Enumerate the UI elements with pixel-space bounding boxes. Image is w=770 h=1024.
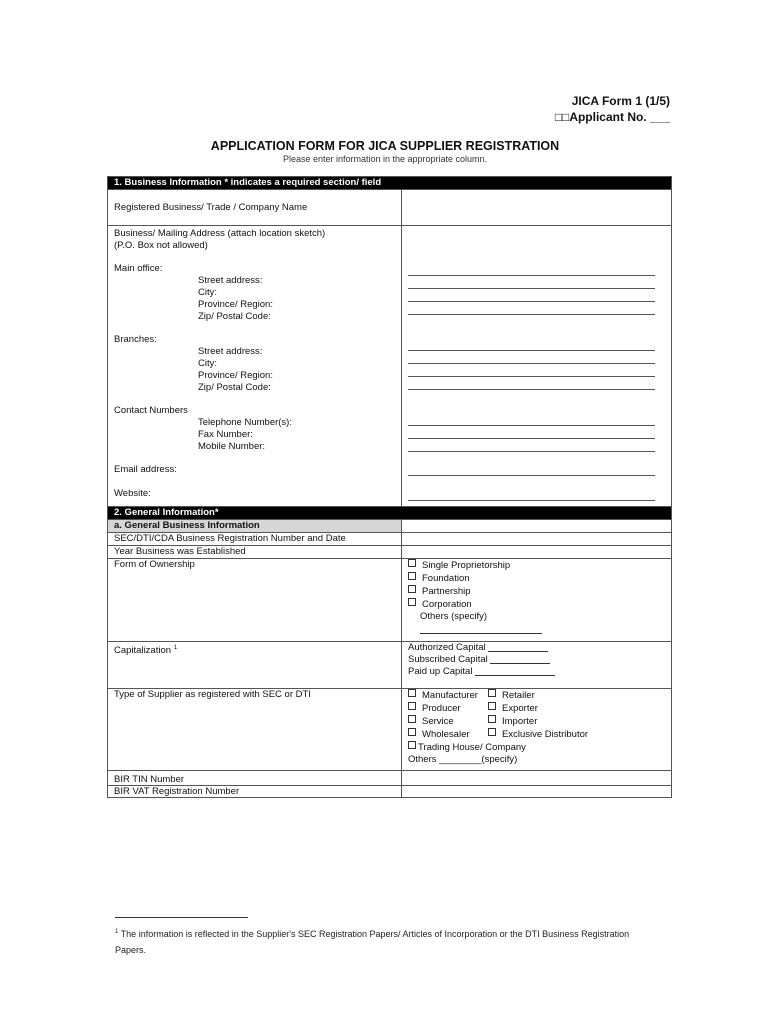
main-zip-label: Zip/ Postal Code: — [198, 311, 271, 322]
address-label-line1: Business/ Mailing Address (attach location sketch) — [114, 228, 326, 239]
supplier-option-row — [408, 728, 665, 741]
supplier-option-exclusive-distributor[interactable]: Exclusive Distributor — [488, 729, 588, 740]
section1-header: 1. Business Information * indicates a required section/ field — [108, 177, 672, 190]
paid-up-capital-field: Paid up Capital — [408, 666, 665, 678]
ownership-option-foundation[interactable]: Foundation — [408, 572, 665, 585]
main-province-label: Province/ Region: — [198, 299, 273, 310]
footnote-text: The information is reflected in the Supplier's SEC Registration Papers/ Articles of Incorporation or the DTI Business Registration Papers. — [115, 929, 630, 955]
supplier-type-options — [402, 689, 672, 771]
supplier-type-row — [108, 689, 672, 771]
website-input[interactable] — [408, 488, 655, 501]
section2-subheader: a. General Business Information — [108, 520, 402, 533]
main-city-label: City: — [198, 287, 217, 298]
ownership-row — [108, 559, 672, 642]
form-number: JICA Form 1 (1/5) — [571, 94, 670, 108]
capitalization-footnote-mark: 1 — [173, 645, 178, 651]
checkbox-glyph-icon: □□ — [554, 110, 570, 124]
checkbox-icon[interactable] — [488, 702, 496, 710]
fax-label: Fax Number: — [198, 429, 253, 440]
ownership-option-corporation[interactable]: Corporation — [408, 598, 665, 611]
branch-city-input[interactable] — [408, 351, 655, 364]
ownership-option-single[interactable]: Single Proprietorship — [408, 559, 665, 572]
supplier-type-label: Type of Supplier as registered with SEC or DTI — [108, 689, 402, 771]
supplier-option-row — [408, 715, 665, 728]
checkbox-icon[interactable] — [408, 715, 416, 723]
registered-business-label: Registered Business/ Trade / Company Name — [108, 190, 402, 226]
footnote — [115, 924, 660, 958]
supplier-option-exporter[interactable]: Exporter — [488, 703, 538, 714]
fax-input[interactable] — [408, 426, 655, 439]
email-label: Email address: — [114, 464, 177, 475]
checkbox-icon[interactable] — [408, 728, 416, 736]
page-subtitle: Please enter information in the appropriate column. — [282, 154, 488, 164]
supplier-option-row — [408, 689, 665, 702]
year-established-label: Year Business was Established — [108, 546, 402, 559]
applicant-number — [555, 109, 670, 125]
address-label-cell — [108, 226, 402, 507]
footnote-divider — [115, 917, 248, 918]
ownership-option-partnership[interactable]: Partnership — [408, 585, 665, 598]
supplier-option-service[interactable]: Service — [408, 715, 488, 728]
main-street-label: Street address: — [198, 275, 263, 286]
ownership-label: Form of Ownership — [108, 559, 402, 642]
section2-header-row — [108, 507, 672, 520]
ownership-options — [402, 559, 672, 642]
subscribed-capital-input[interactable] — [490, 663, 550, 664]
paid-up-capital-input[interactable] — [475, 675, 555, 676]
main-city-input[interactable] — [408, 276, 655, 289]
supplier-others-field[interactable]: Others ________(specify) — [408, 754, 518, 765]
main-zip-input[interactable] — [408, 302, 655, 315]
checkbox-icon[interactable] — [408, 689, 416, 697]
branch-province-input[interactable] — [408, 364, 655, 377]
year-established-input[interactable] — [402, 546, 672, 559]
subscribed-capital-field: Subscribed Capital — [408, 654, 665, 666]
supplier-option-trading-house[interactable]: Trading House/ Company — [408, 741, 665, 754]
page-title: APPLICATION FORM FOR JICA SUPPLIER REGISTRATION — [210, 139, 560, 153]
checkbox-icon[interactable] — [408, 572, 416, 580]
supplier-option-producer[interactable]: Producer — [408, 702, 488, 715]
branch-street-input[interactable] — [408, 338, 655, 351]
mobile-label: Mobile Number: — [198, 441, 266, 452]
registered-business-input[interactable] — [402, 190, 672, 226]
capitalization-fields — [402, 642, 672, 689]
capitalization-row — [108, 642, 672, 689]
checkbox-icon[interactable] — [408, 702, 416, 710]
registration-form-table — [107, 176, 672, 798]
sec-registration-row — [108, 533, 672, 546]
ownership-others-input[interactable] — [420, 623, 542, 634]
address-label-line2: (P.O. Box not allowed) — [114, 240, 208, 251]
section2-subheader-row — [108, 520, 672, 533]
registered-business-row — [108, 190, 672, 226]
supplier-option-retailer[interactable]: Retailer — [488, 690, 535, 701]
checkbox-icon[interactable] — [488, 689, 496, 697]
telephone-label: Telephone Number(s): — [198, 417, 292, 428]
mobile-input[interactable] — [408, 439, 655, 452]
branch-city-label: City: — [198, 358, 217, 369]
address-row — [108, 226, 672, 507]
telephone-input[interactable] — [408, 413, 655, 426]
checkbox-icon[interactable] — [488, 728, 496, 736]
capitalization-label-cell — [108, 642, 402, 689]
email-input[interactable] — [408, 463, 655, 476]
checkbox-icon[interactable] — [488, 715, 496, 723]
address-input-cell — [402, 226, 672, 507]
supplier-option-manufacturer[interactable]: Manufacturer — [408, 689, 488, 702]
bir-vat-label: BIR VAT Registration Number — [108, 786, 402, 798]
branch-zip-label: Zip/ Postal Code: — [198, 382, 271, 393]
main-province-input[interactable] — [408, 289, 655, 302]
bir-vat-input[interactable] — [402, 786, 672, 798]
branch-street-label: Street address: — [198, 346, 263, 357]
branch-province-label: Province/ Region: — [198, 370, 273, 381]
bir-vat-row — [108, 786, 672, 798]
sec-registration-label: SEC/DTI/CDA Business Registration Number and Date — [108, 533, 402, 546]
checkbox-icon[interactable] — [408, 559, 416, 567]
section1-header-row — [108, 177, 672, 190]
bir-tin-label: BIR TIN Number — [108, 771, 402, 786]
website-label: Website: — [114, 488, 151, 499]
supplier-option-row — [408, 702, 665, 715]
year-established-row — [108, 546, 672, 559]
supplier-option-importer[interactable]: Importer — [488, 716, 537, 727]
branches-label: Branches: — [114, 334, 157, 345]
contact-numbers-label: Contact Numbers — [114, 405, 188, 416]
checkbox-icon[interactable] — [408, 741, 416, 749]
ownership-others-label: Others (specify) — [420, 611, 488, 622]
branch-zip-input[interactable] — [408, 377, 655, 390]
checkbox-icon[interactable] — [408, 585, 416, 593]
main-office-label: Main office: — [114, 263, 163, 274]
bir-tin-input[interactable] — [402, 771, 672, 786]
bir-tin-row — [108, 771, 672, 786]
applicant-number-label: Applicant No. ___ — [569, 110, 670, 124]
sec-registration-input[interactable] — [402, 533, 672, 546]
authorized-capital-input[interactable] — [488, 651, 548, 652]
authorized-capital-field: Authorized Capital — [408, 642, 665, 654]
footnote-mark: 1 — [115, 929, 119, 935]
main-street-input[interactable] — [408, 263, 655, 276]
capitalization-label: Capitalization — [114, 645, 172, 657]
supplier-option-wholesaler[interactable]: Wholesaler — [408, 728, 488, 741]
checkbox-icon[interactable] — [408, 598, 416, 606]
section2-header: 2. General Information* — [108, 507, 672, 520]
